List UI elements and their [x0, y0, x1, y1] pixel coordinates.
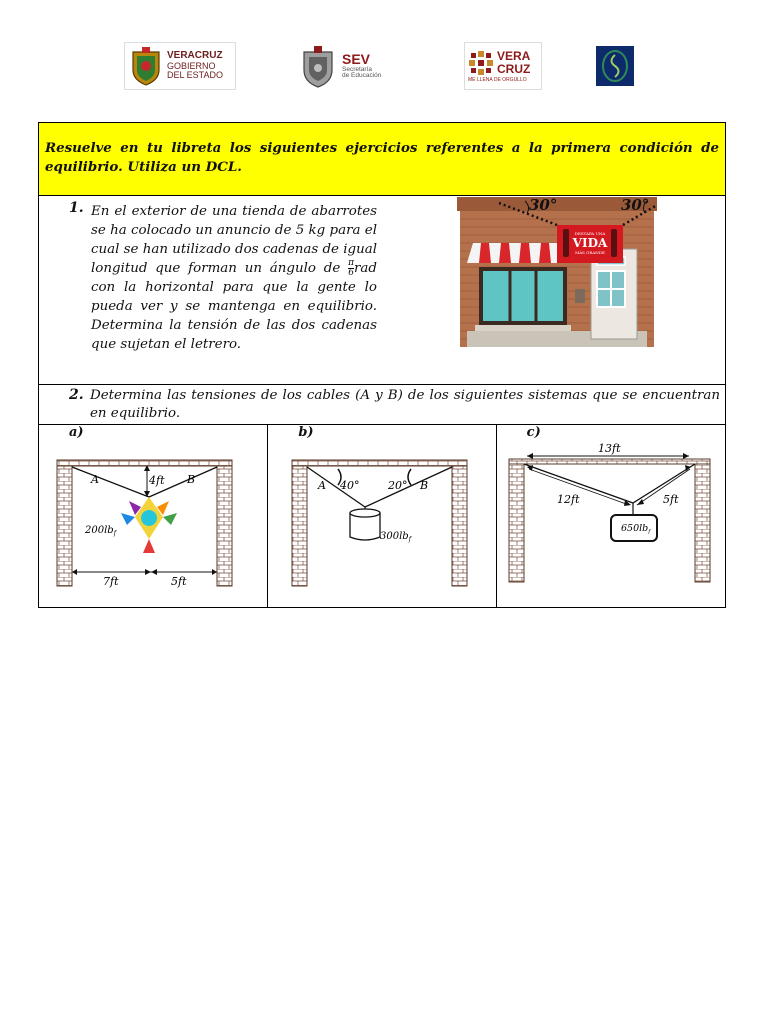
school-emblem-icon — [596, 46, 634, 86]
problem-1-text — [91, 202, 377, 354]
vera-cruz-logo-tagline: ME LLENA DE ORGULLO — [468, 76, 527, 83]
sev-logo-line2: de Educación — [342, 72, 382, 80]
figure-b-cell — [267, 425, 495, 607]
fig-a-weight: $200lb_f$ — [85, 525, 116, 537]
sev-logo-line1: Secretaría — [342, 65, 372, 73]
problem-2-text: Determina las tensiones de los cables (A y B) de los siguientes sistemas que se encuentran en equilibrio. — [90, 388, 720, 421]
figure-b-diagram — [268, 425, 497, 607]
fraction-numerator: π — [348, 258, 355, 268]
vera-cruz-logo-line1: VERA — [497, 48, 531, 63]
pinata-icon — [121, 497, 177, 553]
figure-a-label: a) — [69, 425, 84, 440]
fraction-denominator: 6 — [348, 268, 354, 278]
figure-a-diagram — [39, 425, 268, 607]
problem-2-number: 2. — [69, 387, 84, 403]
figure-c-cell — [496, 425, 725, 607]
vera-cruz-logo-line2: CRUZ — [497, 61, 531, 76]
sev-emblem-icon — [298, 44, 338, 88]
angle-unit: rad — [354, 261, 377, 276]
fig-b-cable-b: B — [420, 479, 429, 492]
problem-1-text-after: con la horizontal para que la gente lo pueda ver y se mantenga en equilibrio. Determina la tensión de las dos cadenas que sujetan el letrero. — [91, 280, 377, 352]
worksheet-instructions: Resuelve en tu libreta los siguientes ejercicios referentes a la primera condición de equilibrio. Utiliza un DCL. — [39, 123, 725, 196]
right-angle-label: 30° — [621, 197, 650, 214]
logo-vera-cruz-brand — [464, 42, 542, 90]
logo-school-emblem — [596, 42, 634, 90]
figure-a-cell — [39, 425, 267, 607]
veracruz-logo-line3: DEL ESTADO — [167, 70, 224, 81]
sign-sub-text: MÁS GRANDE — [575, 250, 605, 255]
fig-b-angle-b: 20° — [388, 479, 408, 492]
logo-veracruz-gobierno — [124, 42, 236, 90]
fig-a-cable-a: A — [91, 473, 99, 486]
logo-sev — [298, 42, 398, 90]
sign-small-text: DESTAPA UNA — [574, 231, 606, 236]
fig-a-left-distance: 7ft — [103, 575, 119, 588]
fig-c-left-length: 12ft — [556, 493, 580, 506]
worksheet-table — [38, 122, 726, 608]
left-angle-label: 30° — [529, 197, 558, 214]
fig-c-span: 13ft — [597, 442, 621, 455]
vera-cruz-star-icon — [468, 50, 494, 76]
veracruz-logo-line1: VERACRUZ — [167, 50, 223, 62]
fig-a-height: 4ft — [149, 474, 165, 487]
problem-2-row — [39, 385, 725, 425]
sev-logo-title: SEV — [342, 50, 371, 67]
figures-row — [39, 425, 725, 607]
fig-b-cable-a: A — [318, 479, 327, 492]
fig-a-cable-b: B — [187, 473, 196, 486]
problem-1-row — [39, 196, 725, 385]
problem-1-number: 1. — [69, 200, 84, 216]
figure-b-label: b) — [298, 425, 314, 440]
veracruz-logo-line2: GOBIERNO — [167, 60, 216, 71]
store-sign-illustration — [457, 197, 657, 347]
veracruz-crest-icon — [129, 46, 163, 86]
fig-c-right-length: 5ft — [662, 493, 679, 506]
fig-c-weight: $650lb_f$ — [620, 523, 650, 535]
figure-c-label: c) — [526, 425, 541, 440]
bucket-weight-icon — [350, 509, 380, 540]
sign-big-text: VIDA — [572, 236, 608, 250]
fig-b-angle-a: 40° — [340, 479, 360, 492]
fig-a-right-distance: 5ft — [171, 575, 187, 588]
problem-1-text-before: En el exterior de una tienda de abarrotes se ha colocado un anuncio de 5 kg para el cual se han utilizado dos cadenas de igual longitud que forman un ángulo de — [91, 204, 377, 276]
fig-b-weight: $300lb_f$ — [380, 531, 412, 543]
figure-c-diagram — [497, 425, 727, 607]
